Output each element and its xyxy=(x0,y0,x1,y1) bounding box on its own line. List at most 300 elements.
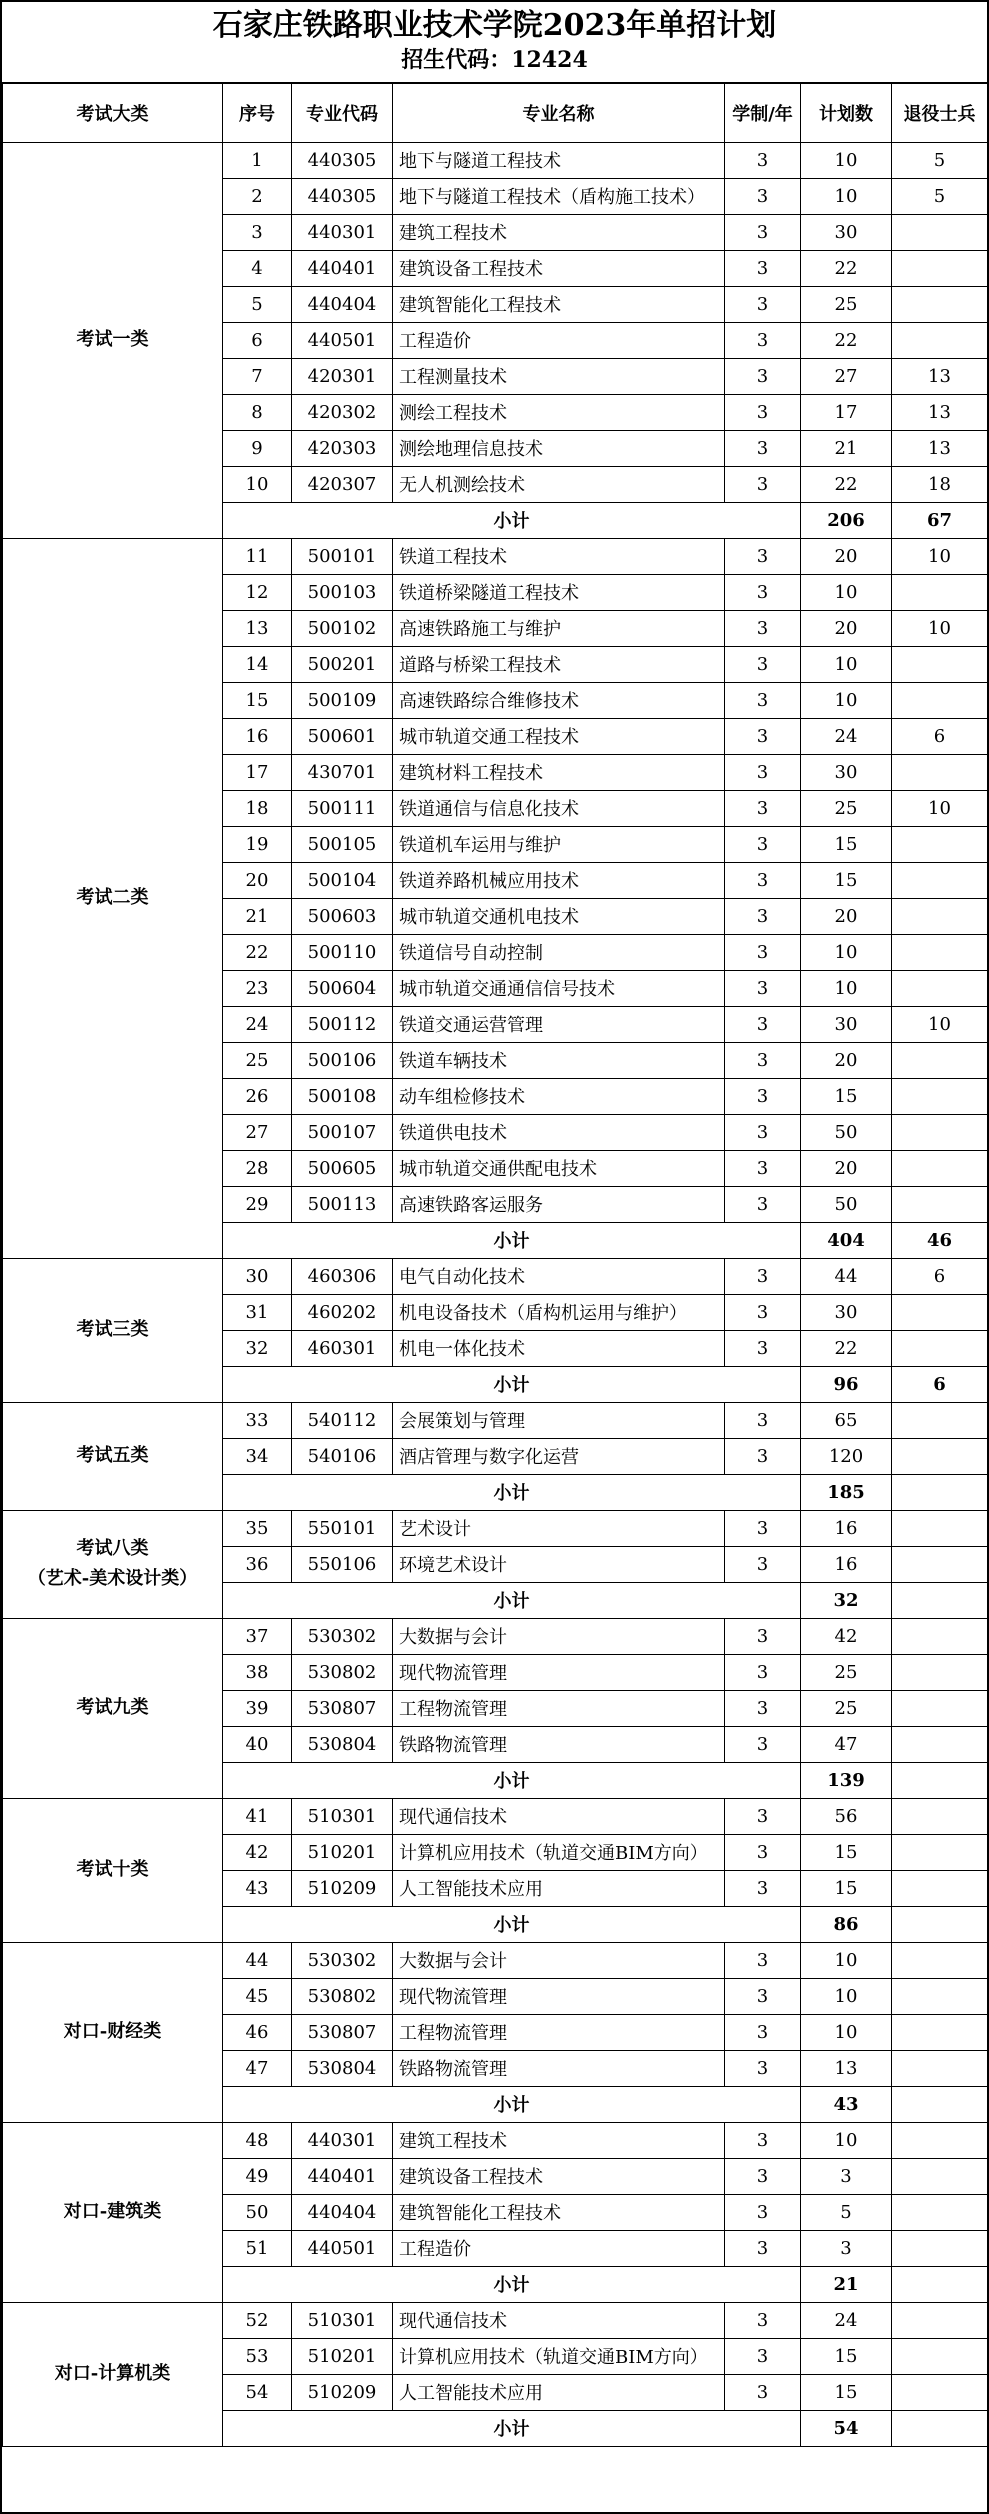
header-years: 学制/年 xyxy=(725,84,801,142)
plan-count: 30 xyxy=(801,754,892,790)
category-name: 对口-计算机类 xyxy=(54,2363,171,2384)
veteran-count xyxy=(892,250,988,286)
major-code: 550106 xyxy=(292,1546,393,1582)
major-name: 建筑设备工程技术 xyxy=(393,2158,725,2194)
row-number: 34 xyxy=(223,1438,292,1474)
major-code: 500101 xyxy=(292,538,393,574)
veteran-count xyxy=(892,322,988,358)
study-years: 3 xyxy=(725,1258,801,1294)
row-number: 22 xyxy=(223,934,292,970)
header-number: 序号 xyxy=(223,84,292,142)
study-years: 3 xyxy=(725,2014,801,2050)
major-name: 铁道信号自动控制 xyxy=(393,934,725,970)
veteran-count xyxy=(892,1654,988,1690)
major-name: 铁道供电技术 xyxy=(393,1114,725,1150)
header-row xyxy=(3,84,988,142)
row-number: 2 xyxy=(223,178,292,214)
row-number: 27 xyxy=(223,1114,292,1150)
study-years: 3 xyxy=(725,1150,801,1186)
plan-count: 65 xyxy=(801,1402,892,1438)
row-number: 23 xyxy=(223,970,292,1006)
row-number: 26 xyxy=(223,1078,292,1114)
veteran-count xyxy=(892,2374,988,2410)
veteran-count xyxy=(892,1942,988,1978)
row-number: 40 xyxy=(223,1726,292,1762)
major-code: 500110 xyxy=(292,934,393,970)
study-years: 3 xyxy=(725,1978,801,2014)
plan-count: 17 xyxy=(801,394,892,430)
study-years: 3 xyxy=(725,1186,801,1222)
veteran-count: 18 xyxy=(892,466,988,502)
row-number: 10 xyxy=(223,466,292,502)
category-cell xyxy=(3,538,223,1258)
subtotal-plan: 96 xyxy=(801,1366,892,1402)
row-number: 6 xyxy=(223,322,292,358)
row-number: 41 xyxy=(223,1798,292,1834)
plan-count: 20 xyxy=(801,610,892,646)
major-code: 550101 xyxy=(292,1510,393,1546)
major-code: 530302 xyxy=(292,1618,393,1654)
major-code: 500109 xyxy=(292,682,393,718)
category-name: 考试五类 xyxy=(76,1445,149,1466)
major-name: 计算机应用技术（轨道交通BIM方向） xyxy=(393,1834,725,1870)
study-years: 3 xyxy=(725,1654,801,1690)
study-years: 3 xyxy=(725,934,801,970)
veteran-count: 13 xyxy=(892,358,988,394)
subtotal-plan: 21 xyxy=(801,2266,892,2302)
veteran-count: 5 xyxy=(892,178,988,214)
plan-count: 10 xyxy=(801,646,892,682)
plan-count: 22 xyxy=(801,250,892,286)
study-years: 3 xyxy=(725,1006,801,1042)
major-name: 工程测量技术 xyxy=(393,358,725,394)
row-number: 45 xyxy=(223,1978,292,2014)
subtotal-veterans xyxy=(892,1906,988,1942)
table-row xyxy=(3,2122,988,2158)
study-years: 3 xyxy=(725,646,801,682)
major-name: 工程造价 xyxy=(393,2230,725,2266)
plan-count: 30 xyxy=(801,1294,892,1330)
major-name: 人工智能技术应用 xyxy=(393,1870,725,1906)
subtotal-plan: 404 xyxy=(801,1222,892,1258)
plan-count: 16 xyxy=(801,1546,892,1582)
row-number: 11 xyxy=(223,538,292,574)
major-code: 530802 xyxy=(292,1978,393,2014)
subtotal-plan: 43 xyxy=(801,2086,892,2122)
header-major-name: 专业名称 xyxy=(393,84,725,142)
plan-count: 10 xyxy=(801,142,892,178)
study-years: 3 xyxy=(725,322,801,358)
major-name: 建筑智能化工程技术 xyxy=(393,2194,725,2230)
subtotal-label: 小计 xyxy=(223,2266,801,2302)
study-years: 3 xyxy=(725,214,801,250)
plan-count: 10 xyxy=(801,970,892,1006)
major-code: 500201 xyxy=(292,646,393,682)
row-number: 31 xyxy=(223,1294,292,1330)
veteran-count xyxy=(892,1186,988,1222)
veteran-count xyxy=(892,1546,988,1582)
row-number: 14 xyxy=(223,646,292,682)
major-name: 高速铁路客运服务 xyxy=(393,1186,725,1222)
veteran-count xyxy=(892,1618,988,1654)
study-years: 3 xyxy=(725,1042,801,1078)
study-years: 3 xyxy=(725,2122,801,2158)
header-category: 考试大类 xyxy=(3,84,223,142)
study-years: 3 xyxy=(725,394,801,430)
row-number: 50 xyxy=(223,2194,292,2230)
major-code: 500601 xyxy=(292,718,393,754)
row-number: 16 xyxy=(223,718,292,754)
plan-count: 10 xyxy=(801,682,892,718)
major-code: 530807 xyxy=(292,2014,393,2050)
row-number: 39 xyxy=(223,1690,292,1726)
row-number: 42 xyxy=(223,1834,292,1870)
plan-count: 56 xyxy=(801,1798,892,1834)
major-code: 440501 xyxy=(292,2230,393,2266)
study-years: 3 xyxy=(725,2050,801,2086)
row-number: 49 xyxy=(223,2158,292,2194)
row-number: 12 xyxy=(223,574,292,610)
study-years: 3 xyxy=(725,1510,801,1546)
major-code: 460306 xyxy=(292,1258,393,1294)
study-years: 3 xyxy=(725,1726,801,1762)
major-code: 530804 xyxy=(292,2050,393,2086)
plan-count: 120 xyxy=(801,1438,892,1474)
study-years: 3 xyxy=(725,178,801,214)
subtotal-veterans xyxy=(892,1762,988,1798)
veteran-count xyxy=(892,682,988,718)
veteran-count xyxy=(892,1834,988,1870)
plan-table-body xyxy=(3,142,988,2446)
veteran-count xyxy=(892,2158,988,2194)
major-name: 电气自动化技术 xyxy=(393,1258,725,1294)
study-years: 3 xyxy=(725,682,801,718)
study-years: 3 xyxy=(725,1546,801,1582)
category-name: 考试二类 xyxy=(76,887,149,908)
subtotal-label: 小计 xyxy=(223,1222,801,1258)
category-name: 对口-建筑类 xyxy=(63,2201,162,2222)
veteran-count xyxy=(892,286,988,322)
major-name: 铁道交通运营管理 xyxy=(393,1006,725,1042)
major-name: 道路与桥梁工程技术 xyxy=(393,646,725,682)
veteran-count xyxy=(892,1798,988,1834)
major-name: 测绘地理信息技术 xyxy=(393,430,725,466)
major-name: 建筑工程技术 xyxy=(393,214,725,250)
veteran-count xyxy=(892,754,988,790)
major-code: 530804 xyxy=(292,1726,393,1762)
major-code: 420301 xyxy=(292,358,393,394)
row-number: 36 xyxy=(223,1546,292,1582)
plan-count: 25 xyxy=(801,286,892,322)
major-code: 460301 xyxy=(292,1330,393,1366)
major-code: 420303 xyxy=(292,430,393,466)
major-code: 500102 xyxy=(292,610,393,646)
plan-count: 30 xyxy=(801,214,892,250)
plan-count: 10 xyxy=(801,2014,892,2050)
study-years: 3 xyxy=(725,1834,801,1870)
subtotal-veterans: 67 xyxy=(892,502,988,538)
major-name: 计算机应用技术（轨道交通BIM方向） xyxy=(393,2338,725,2374)
major-code: 500604 xyxy=(292,970,393,1006)
study-years: 3 xyxy=(725,286,801,322)
category-name: 考试一类 xyxy=(76,329,149,350)
row-number: 51 xyxy=(223,2230,292,2266)
plan-count: 10 xyxy=(801,1942,892,1978)
row-number: 35 xyxy=(223,1510,292,1546)
plan-count: 3 xyxy=(801,2158,892,2194)
major-name: 建筑工程技术 xyxy=(393,2122,725,2158)
subtotal-plan: 139 xyxy=(801,1762,892,1798)
study-years: 3 xyxy=(725,790,801,826)
category-name: 对口-财经类 xyxy=(63,2021,162,2042)
major-name: 无人机测绘技术 xyxy=(393,466,725,502)
veteran-count: 10 xyxy=(892,790,988,826)
plan-count: 27 xyxy=(801,358,892,394)
major-code: 440305 xyxy=(292,142,393,178)
study-years: 3 xyxy=(725,466,801,502)
plan-count: 10 xyxy=(801,1978,892,2014)
plan-count: 50 xyxy=(801,1186,892,1222)
row-number: 54 xyxy=(223,2374,292,2410)
veteran-count xyxy=(892,214,988,250)
subtotal-veterans xyxy=(892,2086,988,2122)
row-number: 4 xyxy=(223,250,292,286)
veteran-count xyxy=(892,862,988,898)
major-name: 人工智能技术应用 xyxy=(393,2374,725,2410)
veteran-count xyxy=(892,898,988,934)
study-years: 3 xyxy=(725,1798,801,1834)
row-number: 17 xyxy=(223,754,292,790)
table-row xyxy=(3,1510,988,1546)
veteran-count xyxy=(892,1690,988,1726)
subtotal-veterans xyxy=(892,1474,988,1510)
category-cell xyxy=(3,2302,223,2446)
veteran-count xyxy=(892,1294,988,1330)
category-name: 考试三类 xyxy=(76,1319,149,1340)
veteran-count: 10 xyxy=(892,1006,988,1042)
major-name: 地下与隧道工程技术 xyxy=(393,142,725,178)
study-years: 3 xyxy=(725,718,801,754)
row-number: 8 xyxy=(223,394,292,430)
row-number: 20 xyxy=(223,862,292,898)
veteran-count: 10 xyxy=(892,610,988,646)
study-years: 3 xyxy=(725,1114,801,1150)
row-number: 5 xyxy=(223,286,292,322)
major-name: 建筑设备工程技术 xyxy=(393,250,725,286)
major-code: 500107 xyxy=(292,1114,393,1150)
major-name: 高速铁路综合维修技术 xyxy=(393,682,725,718)
plan-count: 47 xyxy=(801,1726,892,1762)
study-years: 3 xyxy=(725,898,801,934)
major-name: 环境艺术设计 xyxy=(393,1546,725,1582)
table-row xyxy=(3,2302,988,2338)
subtotal-veterans: 6 xyxy=(892,1366,988,1402)
study-years: 3 xyxy=(725,1618,801,1654)
table-row xyxy=(3,1258,988,1294)
plan-count: 24 xyxy=(801,2302,892,2338)
plan-count: 15 xyxy=(801,862,892,898)
row-number: 37 xyxy=(223,1618,292,1654)
plan-count: 20 xyxy=(801,1150,892,1186)
table-row xyxy=(3,1402,988,1438)
major-name: 现代通信技术 xyxy=(393,1798,725,1834)
plan-count: 20 xyxy=(801,898,892,934)
veteran-count: 13 xyxy=(892,430,988,466)
veteran-count xyxy=(892,1042,988,1078)
study-years: 3 xyxy=(725,754,801,790)
major-code: 510201 xyxy=(292,2338,393,2374)
major-name: 酒店管理与数字化运营 xyxy=(393,1438,725,1474)
row-number: 3 xyxy=(223,214,292,250)
category-cell xyxy=(3,2122,223,2302)
major-name: 现代物流管理 xyxy=(393,1654,725,1690)
plan-count: 15 xyxy=(801,2374,892,2410)
row-number: 47 xyxy=(223,2050,292,2086)
veteran-count xyxy=(892,1330,988,1366)
study-years: 3 xyxy=(725,1294,801,1330)
plan-count: 10 xyxy=(801,934,892,970)
plan-count: 25 xyxy=(801,790,892,826)
veteran-count xyxy=(892,1510,988,1546)
veteran-count xyxy=(892,2230,988,2266)
major-code: 440404 xyxy=(292,2194,393,2230)
row-number: 52 xyxy=(223,2302,292,2338)
veteran-count xyxy=(892,2122,988,2158)
major-name: 会展策划与管理 xyxy=(393,1402,725,1438)
plan-count: 10 xyxy=(801,2122,892,2158)
veteran-count xyxy=(892,646,988,682)
study-years: 3 xyxy=(725,574,801,610)
plan-count: 50 xyxy=(801,1114,892,1150)
veteran-count: 10 xyxy=(892,538,988,574)
category-cell xyxy=(3,1942,223,2122)
study-years: 3 xyxy=(725,1330,801,1366)
row-number: 13 xyxy=(223,610,292,646)
major-code: 500603 xyxy=(292,898,393,934)
row-number: 25 xyxy=(223,1042,292,1078)
major-code: 440305 xyxy=(292,178,393,214)
major-code: 500605 xyxy=(292,1150,393,1186)
major-name: 动车组检修技术 xyxy=(393,1078,725,1114)
subtotal-veterans xyxy=(892,2266,988,2302)
row-number: 48 xyxy=(223,2122,292,2158)
row-number: 44 xyxy=(223,1942,292,1978)
subtotal-label: 小计 xyxy=(223,2086,801,2122)
plan-table xyxy=(2,84,988,2447)
major-name: 工程物流管理 xyxy=(393,1690,725,1726)
category-cell xyxy=(3,1618,223,1798)
row-number: 46 xyxy=(223,2014,292,2050)
major-code: 510201 xyxy=(292,1834,393,1870)
header-veterans: 退役士兵 xyxy=(892,84,988,142)
row-number: 19 xyxy=(223,826,292,862)
enrollment-code: 招生代码：12424 xyxy=(401,47,588,73)
veteran-count xyxy=(892,1150,988,1186)
row-number: 38 xyxy=(223,1654,292,1690)
plan-count: 10 xyxy=(801,178,892,214)
category-cell xyxy=(3,1402,223,1510)
row-number: 24 xyxy=(223,1006,292,1042)
major-code: 510301 xyxy=(292,1798,393,1834)
study-years: 3 xyxy=(725,1402,801,1438)
study-years: 3 xyxy=(725,862,801,898)
major-name: 机电一体化技术 xyxy=(393,1330,725,1366)
category-cell xyxy=(3,1798,223,1942)
plan-count: 25 xyxy=(801,1690,892,1726)
row-number: 33 xyxy=(223,1402,292,1438)
major-code: 500105 xyxy=(292,826,393,862)
major-code: 430701 xyxy=(292,754,393,790)
major-code: 500108 xyxy=(292,1078,393,1114)
title-block xyxy=(2,2,987,84)
table-row xyxy=(3,1618,988,1654)
veteran-count: 5 xyxy=(892,142,988,178)
veteran-count xyxy=(892,2194,988,2230)
study-years: 3 xyxy=(725,538,801,574)
study-years: 3 xyxy=(725,430,801,466)
study-years: 3 xyxy=(725,1942,801,1978)
veteran-count xyxy=(892,1114,988,1150)
major-name: 工程物流管理 xyxy=(393,2014,725,2050)
plan-count: 15 xyxy=(801,1870,892,1906)
major-code: 510209 xyxy=(292,1870,393,1906)
row-number: 29 xyxy=(223,1186,292,1222)
major-code: 530802 xyxy=(292,1654,393,1690)
major-name: 铁道工程技术 xyxy=(393,538,725,574)
major-code: 510301 xyxy=(292,2302,393,2338)
subtotal-plan: 32 xyxy=(801,1582,892,1618)
veteran-count xyxy=(892,574,988,610)
major-code: 440401 xyxy=(292,2158,393,2194)
subtotal-plan: 206 xyxy=(801,502,892,538)
subtotal-veterans xyxy=(892,1582,988,1618)
major-code: 440501 xyxy=(292,322,393,358)
plan-count: 44 xyxy=(801,1258,892,1294)
major-name: 城市轨道交通机电技术 xyxy=(393,898,725,934)
category-cell xyxy=(3,1510,223,1618)
major-code: 540112 xyxy=(292,1402,393,1438)
veteran-count xyxy=(892,2302,988,2338)
subtotal-plan: 86 xyxy=(801,1906,892,1942)
major-code: 460202 xyxy=(292,1294,393,1330)
plan-count: 15 xyxy=(801,2338,892,2374)
major-name: 现代物流管理 xyxy=(393,1978,725,2014)
veteran-count xyxy=(892,2014,988,2050)
study-years: 3 xyxy=(725,2230,801,2266)
plan-count: 3 xyxy=(801,2230,892,2266)
veteran-count xyxy=(892,1438,988,1474)
study-years: 3 xyxy=(725,826,801,862)
plan-count: 20 xyxy=(801,1042,892,1078)
row-number: 28 xyxy=(223,1150,292,1186)
plan-count: 16 xyxy=(801,1510,892,1546)
plan-count: 15 xyxy=(801,1834,892,1870)
subtotal-label: 小计 xyxy=(223,502,801,538)
row-number: 7 xyxy=(223,358,292,394)
veteran-count xyxy=(892,1078,988,1114)
veteran-count xyxy=(892,1726,988,1762)
category-name: 考试八类 xyxy=(76,1538,149,1559)
major-name: 铁道机车运用与维护 xyxy=(393,826,725,862)
row-number: 18 xyxy=(223,790,292,826)
study-years: 3 xyxy=(725,1870,801,1906)
row-number: 43 xyxy=(223,1870,292,1906)
major-name: 城市轨道交通工程技术 xyxy=(393,718,725,754)
study-years: 3 xyxy=(725,2338,801,2374)
major-code: 500104 xyxy=(292,862,393,898)
study-years: 3 xyxy=(725,610,801,646)
subtotal-plan: 185 xyxy=(801,1474,892,1510)
